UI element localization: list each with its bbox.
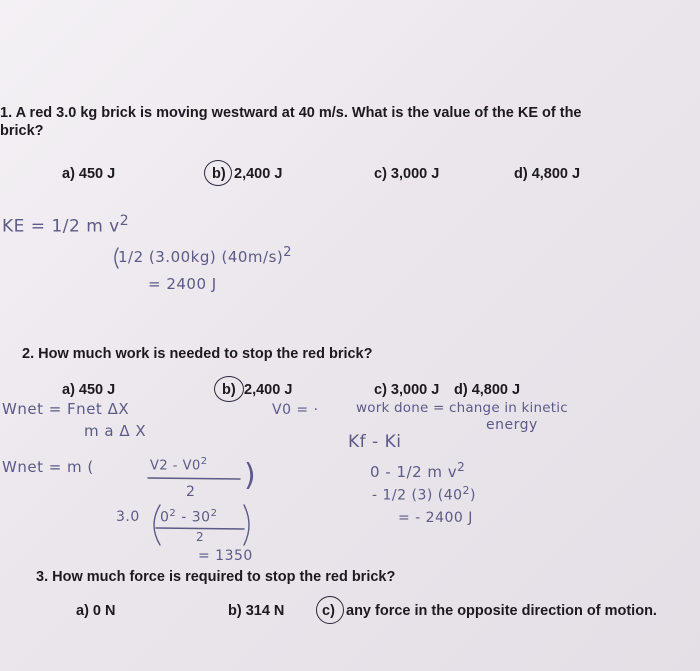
q1-option-d: d) 4,800 J bbox=[514, 166, 581, 182]
q2-work-left-line3-close: ) bbox=[244, 458, 257, 493]
q2-option-b-letter: b) bbox=[222, 382, 236, 398]
question-1-text-line2: brick? bbox=[0, 123, 44, 139]
question-2-text: 2. How much work is needed to stop the red brick? bbox=[22, 346, 373, 362]
q2-work-mid-line1: V0 = · bbox=[272, 402, 319, 418]
q2-work-right-line1: work done = change in kinetic bbox=[356, 400, 568, 416]
q2-work-right-line5-close: ) bbox=[470, 487, 477, 504]
q2-work-left-line1: Wnet = Fnet ΔX bbox=[2, 400, 130, 418]
q1-work-line3: = 2400 J bbox=[148, 275, 217, 293]
question-1-text-line1: 1. A red 3.0 kg brick is moving westward at 40 m/s. What is the value of the KE of the bbox=[0, 105, 582, 121]
q1-option-b-letter: b) bbox=[212, 166, 226, 182]
q2-option-b-value: 2,400 J bbox=[244, 382, 293, 398]
q2-work-frac2-top-a: 0 bbox=[160, 509, 170, 526]
q2-option-a: a) 450 J bbox=[62, 382, 116, 398]
q2-work-right-line5-exp: 2 bbox=[462, 484, 471, 497]
q2-work-left-frac1-bottom: 2 bbox=[186, 484, 196, 500]
q2-work-right-line3: Kf - Ki bbox=[348, 432, 402, 452]
q3-option-a: a) 0 N bbox=[76, 603, 116, 619]
q2-work-right-line4-text: 0 - 1/2 m v bbox=[370, 463, 458, 481]
q2-work-frac2-top-a-exp: 2 bbox=[169, 508, 177, 519]
q1-kg-paren bbox=[115, 248, 118, 268]
q1-work-line2-exp: 2 bbox=[283, 245, 293, 260]
q3-option-b: b) 314 N bbox=[228, 603, 285, 619]
q2-work-right-line5-text: - 1/2 (3) (40 bbox=[372, 487, 463, 504]
q1-option-a: a) 450 J bbox=[62, 166, 116, 182]
q2-option-d: d) 4,800 J bbox=[454, 382, 521, 398]
q2-work-frac1-top-text: V2 - V0 bbox=[150, 458, 201, 474]
q2-work-frac2-top-b: - 30 bbox=[181, 509, 211, 526]
q2-work-left-line3: Wnet = m ( bbox=[2, 458, 94, 476]
q1-work-line1-text: KE = 1/2 m v bbox=[2, 216, 120, 237]
q1-option-b-value: 2,400 J bbox=[234, 166, 283, 182]
q2-work-frac2-top-b-exp: 2 bbox=[210, 508, 218, 519]
frac1-bar bbox=[148, 478, 240, 479]
q2-work-right-line2: energy bbox=[486, 417, 538, 433]
q1-option-c: c) 3,000 J bbox=[374, 166, 440, 182]
q1-work-line2-text: 1/2 (3.00kg) (40m/s) bbox=[118, 248, 284, 266]
q2-work-left-line2: m a Δ X bbox=[84, 422, 147, 440]
q3-option-c-letter: c) bbox=[322, 603, 335, 619]
q2-option-c: c) 3,000 J bbox=[374, 382, 440, 398]
q2-work-left-frac2-bottom: 2 bbox=[196, 530, 205, 544]
q2-work-right-line6: = - 2400 J bbox=[398, 510, 473, 526]
frac2-open-paren bbox=[154, 505, 160, 545]
question-3-text: 3. How much force is required to stop the red brick? bbox=[36, 569, 396, 585]
q2-work-frac1-top-exp: 2 bbox=[200, 456, 208, 467]
q2-work-left-line5: = 1350 bbox=[198, 548, 253, 564]
q3-option-c-value: any force in the opposite direction of motion. bbox=[346, 603, 657, 619]
q2-work-left-line4-pre: 3.0 bbox=[116, 509, 140, 525]
frac2-bar bbox=[156, 528, 244, 529]
q1-work-line1-exp: 2 bbox=[119, 213, 130, 229]
q2-work-right-line4-exp: 2 bbox=[457, 460, 466, 474]
frac2-close-paren bbox=[244, 505, 249, 545]
